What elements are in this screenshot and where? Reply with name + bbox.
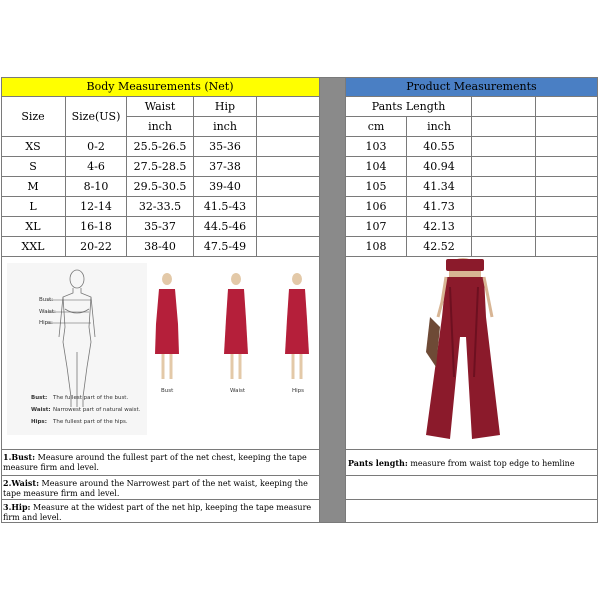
length-inch-cell: 40.94 [407, 157, 472, 177]
empty-cell [472, 217, 536, 237]
empty-cell [472, 177, 536, 197]
size-cell: S [1, 157, 66, 177]
length-inch-cell: 42.52 [407, 237, 472, 257]
pants-length-note [346, 450, 598, 476]
empty-cell [536, 157, 598, 177]
note-text: Measure at the widest part of the net hip, keeping the tape measure firm and level. [3, 503, 312, 522]
dress-figures [155, 273, 309, 379]
note-text: Measure around the Narrowest part of the net waist, keeping the tape measure firm and level. [3, 479, 308, 498]
hip-cell: 37-38 [194, 157, 257, 177]
length-inch-cell: 41.73 [407, 197, 472, 217]
empty-note-row [346, 476, 598, 500]
empty-cell [472, 137, 536, 157]
us-size-cell: 12-14 [66, 197, 127, 217]
note-term: 1.Bust: [3, 452, 36, 462]
us-size-cell: 8-10 [66, 177, 127, 197]
empty-cell [257, 157, 320, 177]
empty-cell [536, 197, 598, 217]
legend-text: Narrowest part of natural waist. [53, 407, 141, 413]
empty-cell [257, 237, 320, 257]
bust-label: Bust: [39, 297, 54, 303]
waist-cell: 29.5-30.5 [127, 177, 194, 197]
length-cm-cell: 107 [346, 217, 407, 237]
legend-text: The fullest part of the bust. [53, 395, 129, 401]
empty-cell [536, 177, 598, 197]
hip-unit: inch [194, 117, 257, 137]
pants-length-header: Pants Length [346, 97, 472, 117]
hips-caption: Hips [292, 388, 305, 394]
us-size-cell: 4-6 [66, 157, 127, 177]
hip-cell: 44.5-46 [194, 217, 257, 237]
empty-header-cell [472, 97, 536, 117]
length-cm-cell: 104 [346, 157, 407, 177]
hip-note [1, 500, 320, 523]
us-size-cell: 0-2 [66, 137, 127, 157]
empty-header-cell [536, 97, 598, 117]
waist-cell: 35-37 [127, 217, 194, 237]
length-cm-cell: 106 [346, 197, 407, 217]
legend-text: The fullest part of the hips. [53, 419, 128, 425]
empty-cell [536, 237, 598, 257]
bust-note [1, 450, 320, 476]
size-cell: M [1, 177, 66, 197]
empty-cell [536, 217, 598, 237]
hips-label: Hips: [39, 320, 53, 326]
empty-cell [472, 237, 536, 257]
product-measurements-title: Product Measurements [346, 77, 598, 97]
us-size-cell: 20-22 [66, 237, 127, 257]
waist-unit: inch [127, 117, 194, 137]
empty-header-cell [257, 117, 320, 137]
product-photo [346, 257, 598, 450]
inch-unit: inch [407, 117, 472, 137]
size-cell: XS [1, 137, 66, 157]
length-inch-cell: 40.55 [407, 137, 472, 157]
length-cm-cell: 105 [346, 177, 407, 197]
empty-cell [472, 157, 536, 177]
cm-unit: cm [346, 117, 407, 137]
note-term: 3.Hip: [3, 502, 31, 512]
length-inch-cell: 42.13 [407, 217, 472, 237]
hip-cell: 35-36 [194, 137, 257, 157]
size-cell: XL [1, 217, 66, 237]
length-cm-cell: 103 [346, 137, 407, 157]
waist-cell: 27.5-28.5 [127, 157, 194, 177]
waist-caption: Waist [230, 388, 246, 394]
bust-caption: Bust [161, 388, 174, 394]
empty-cell [257, 137, 320, 157]
body-diagram-illustration [1, 257, 320, 450]
size-chart-sheet [1, 77, 598, 523]
length-cm-cell: 108 [346, 237, 407, 257]
empty-cell [536, 137, 598, 157]
empty-header-cell [472, 117, 536, 137]
legend-term: Bust: [31, 395, 48, 401]
legend-term: Waist: [31, 407, 51, 413]
hip-header: Hip [194, 97, 257, 117]
hip-cell: 39-40 [194, 177, 257, 197]
body-measurements-title: Body Measurements (Net) [1, 77, 320, 97]
empty-cell [472, 197, 536, 217]
empty-header-cell [536, 117, 598, 137]
size-header: Size [1, 97, 66, 137]
waist-label: Waist: [39, 309, 56, 315]
waist-note [1, 476, 320, 500]
us-size-cell: 16-18 [66, 217, 127, 237]
wide-leg-pants-illustration [346, 257, 598, 450]
legend-term: Hips: [31, 419, 47, 425]
length-inch-cell: 41.34 [407, 177, 472, 197]
size-us-header: Size(US) [66, 97, 127, 137]
waist-cell: 32-33.5 [127, 197, 194, 217]
note-text: measure from waist top edge to hemline [407, 459, 575, 468]
note-term: Pants length: [348, 458, 408, 468]
size-cell: L [1, 197, 66, 217]
body-measurement-diagram [1, 257, 320, 450]
empty-header-cell [257, 97, 320, 117]
waist-cell: 38-40 [127, 237, 194, 257]
empty-cell [257, 177, 320, 197]
note-text: Measure around the fullest part of the net chest, keeping the tape measure firm and level. [3, 453, 307, 472]
empty-cell [257, 197, 320, 217]
waist-header: Waist [127, 97, 194, 117]
empty-cell [257, 217, 320, 237]
hip-cell: 41.5-43 [194, 197, 257, 217]
empty-note-row [346, 500, 598, 523]
size-cell: XXL [1, 237, 66, 257]
hip-cell: 47.5-49 [194, 237, 257, 257]
column-divider [320, 77, 346, 523]
waist-cell: 25.5-26.5 [127, 137, 194, 157]
note-term: 2.Waist: [3, 478, 40, 488]
